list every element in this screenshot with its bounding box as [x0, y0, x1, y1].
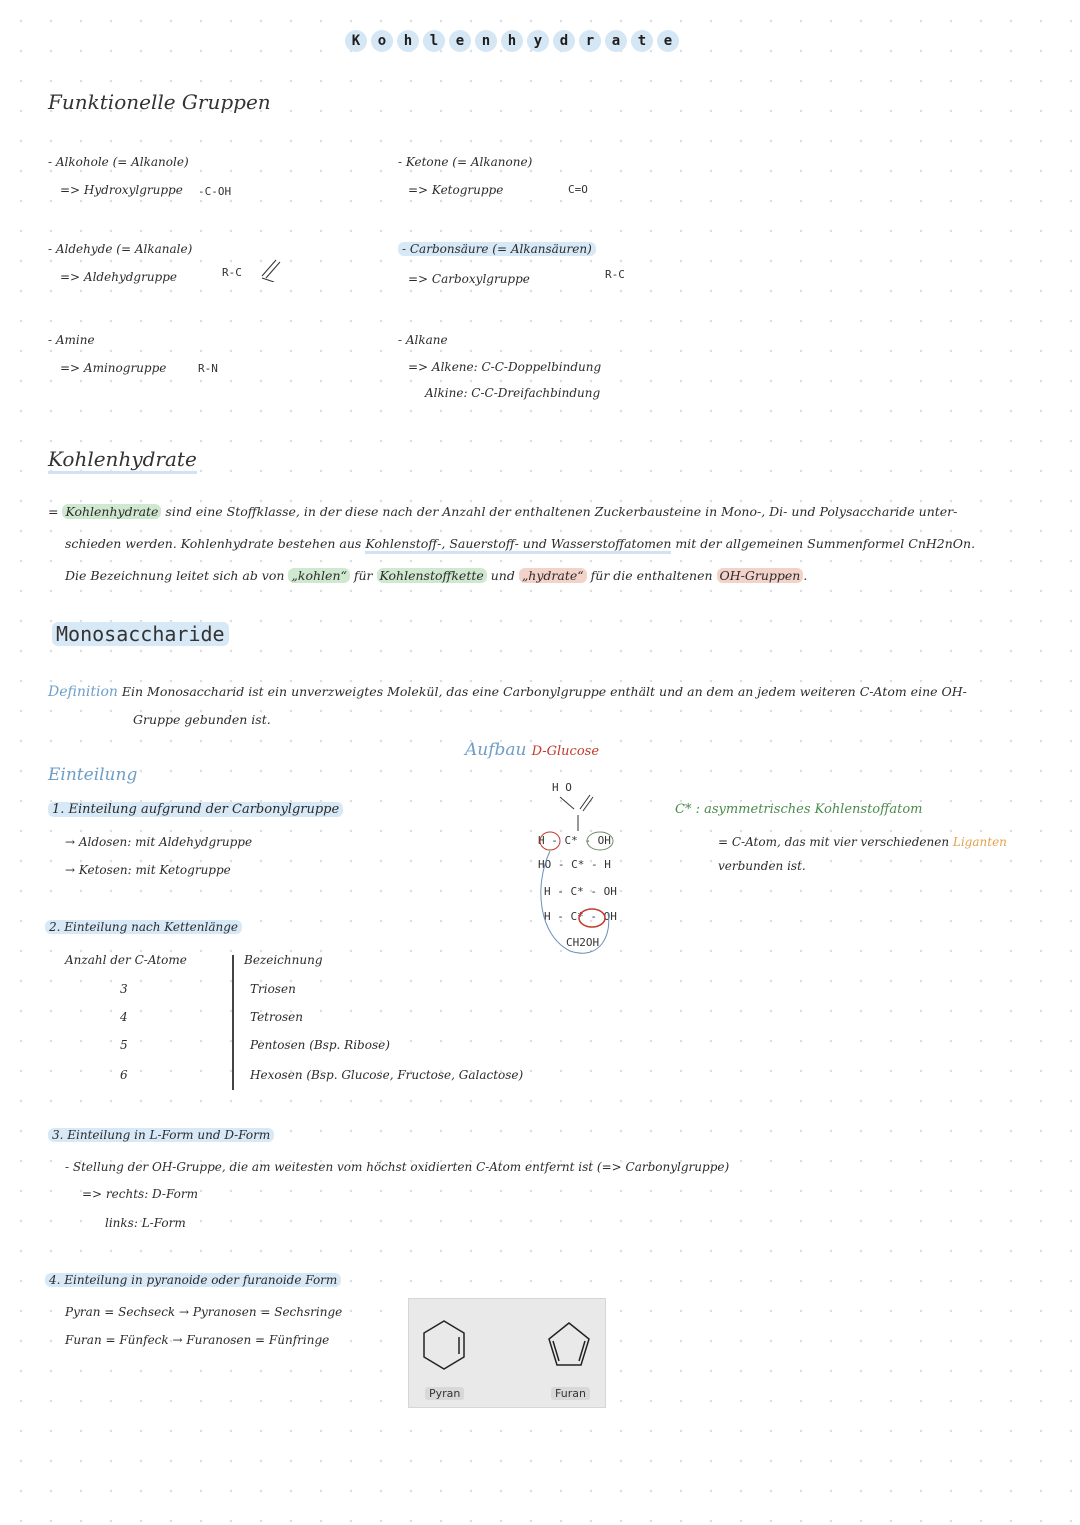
cstar-title: C* : asymmetrisches Kohlenstoffatom	[675, 802, 923, 817]
table-row-name: Triosen	[250, 982, 296, 996]
table-head-right: Bezeichnung	[244, 953, 323, 967]
formula-keto: C=O	[568, 183, 588, 196]
einteilung-4-title: 4. Einteilung in pyranoide oder furanoide Form	[45, 1273, 341, 1287]
glucose-top: H O	[552, 781, 572, 794]
item-ketone: - Ketone (= Alkanone)	[398, 155, 533, 169]
carbs-line-2: schieden werden. Kohlenhydrate bestehen aus Kohlenstoff-, Sauerstoff- und Wasserstoffatomen mit der allgemeinen Summenformel CnH2nOn.	[65, 528, 975, 560]
table-row-name: Hexosen (Bsp. Glucose, Fructose, Galactose)	[250, 1068, 524, 1082]
title-letter: y	[527, 30, 549, 52]
item-amine: - Amine	[48, 333, 95, 347]
glucose-row-4: H - C* - OH	[544, 910, 617, 923]
title-letter: t	[631, 30, 653, 52]
aldehyd-bond-icon	[258, 252, 304, 282]
definition-line-2: Gruppe gebunden ist.	[133, 712, 271, 727]
heading-monosaccharide: Monosaccharide	[52, 622, 229, 646]
formula-amino: R-N	[198, 362, 218, 375]
table-row-n: 3	[120, 982, 128, 996]
d-form: => rechts: D-Form	[82, 1187, 198, 1201]
einteilung-2-title: 2. Einteilung nach Kettenlänge	[45, 920, 242, 934]
carbs-line-1: = Kohlenhydrate sind eine Stoffklasse, in der diese nach der Anzahl der enthaltenen Zuckerbausteine in Mono-, Di- und Polysaccharide unter-	[48, 504, 958, 519]
carbs-line-3: Die Bezeichnung leitet sich ab von „kohlen“ für Kohlenstoffkette und „hydrate“ für die enthaltenen OH-Gruppen .	[65, 568, 808, 583]
aldosen: → Aldosen: mit Aldehydgruppe	[65, 835, 253, 849]
title-letter: h	[397, 30, 419, 52]
furan-line: Furan = Fünfeck → Furanosen = Fünfringe	[65, 1333, 330, 1347]
item-alkane: - Alkane	[398, 333, 448, 347]
cstar-definition-2: verbunden ist.	[718, 859, 806, 873]
table-divider	[232, 955, 234, 1090]
group-carboxyl: => Carboxylgruppe	[408, 272, 530, 286]
formula-carboxyl: R-C	[605, 268, 625, 281]
glucose-annotation-icon	[530, 775, 630, 965]
pyran-line: Pyran = Sechseck → Pyranosen = Sechsringe	[65, 1305, 343, 1319]
group-alkine: Alkine: C-C-Dreifachbindung	[425, 386, 601, 400]
glucose-row-2: HO - C* - H	[538, 858, 611, 871]
einteilung-3-title: 3. Einteilung in L-Form und D-Form	[48, 1128, 274, 1142]
glucose-row-1: H - C* - OH	[538, 834, 611, 847]
cstar-definition-1: = C-Atom, das mit vier verschiedenen Liganten	[718, 835, 1007, 849]
group-keto: => Ketogruppe	[408, 183, 504, 197]
l-form: links: L-Form	[105, 1216, 186, 1230]
title-letter: h	[501, 30, 523, 52]
pyran-furan-image	[408, 1298, 606, 1408]
title-letter: l	[423, 30, 445, 52]
group-amino: => Aminogruppe	[60, 361, 167, 375]
table-row-name: Tetrosen	[250, 1010, 303, 1024]
table-head-left: Anzahl der C-Atome	[65, 953, 187, 967]
title-letter: K	[345, 30, 367, 52]
furan-label: Furan	[551, 1387, 590, 1400]
formula-aldehyd: R-C	[222, 266, 242, 279]
heading-kohlenhydrate: Kohlenhydrate	[48, 447, 197, 474]
group-hydroxyl: => Hydroxylgruppe	[60, 183, 183, 197]
item-carbonsaeure: - Carbonsäure (= Alkansäuren)	[398, 242, 596, 256]
definition-line-1: Definition Ein Monosaccharid ist ein unverzweigtes Molekül, das eine Carbonylgruppe enthält und an dem an jedem weiteren C-Atom eine OH-	[48, 684, 967, 700]
pyran-label: Pyran	[425, 1387, 464, 1400]
heading-functional-groups: Funktionelle Gruppen	[48, 90, 271, 114]
group-alkene: => Alkene: C-C-Doppelbindung	[408, 360, 602, 374]
title-letter: r	[579, 30, 601, 52]
title-letter: n	[475, 30, 497, 52]
glucose-row-5: CH2OH	[566, 936, 600, 949]
page-title	[345, 30, 679, 52]
einteilung-3-line: - Stellung der OH-Gruppe, die am weitesten vom höchst oxidierten C-Atom entfernt ist (=> Carbonylgruppe)	[65, 1160, 730, 1174]
glucose-structure	[530, 775, 630, 965]
title-letter: e	[449, 30, 471, 52]
table-row-n: 4	[120, 1010, 128, 1024]
table-row-n: 6	[120, 1068, 128, 1082]
ketosen: → Ketosen: mit Ketogruppe	[65, 863, 231, 877]
einteilung-heading: Einteilung	[48, 765, 138, 785]
title-letter: e	[657, 30, 679, 52]
title-letter: a	[605, 30, 627, 52]
formula-hydroxyl: -C-OH	[198, 185, 232, 198]
group-aldehyd: => Aldehydgruppe	[60, 270, 178, 284]
title-letter: o	[371, 30, 393, 52]
title-letter: d	[553, 30, 575, 52]
einteilung-1-title: 1. Einteilung aufgrund der Carbonylgruppe	[48, 802, 343, 817]
glucose-row-3: H - C* - OH	[544, 885, 617, 898]
item-aldehyde: - Aldehyde (= Alkanale)	[48, 242, 193, 256]
item-alkohole: - Alkohole (= Alkanole)	[48, 155, 189, 169]
aufbau-label: Aufbau D-Glucose	[465, 740, 600, 760]
table-row-n: 5	[120, 1038, 128, 1052]
table-row-name: Pentosen (Bsp. Ribose)	[250, 1038, 390, 1052]
